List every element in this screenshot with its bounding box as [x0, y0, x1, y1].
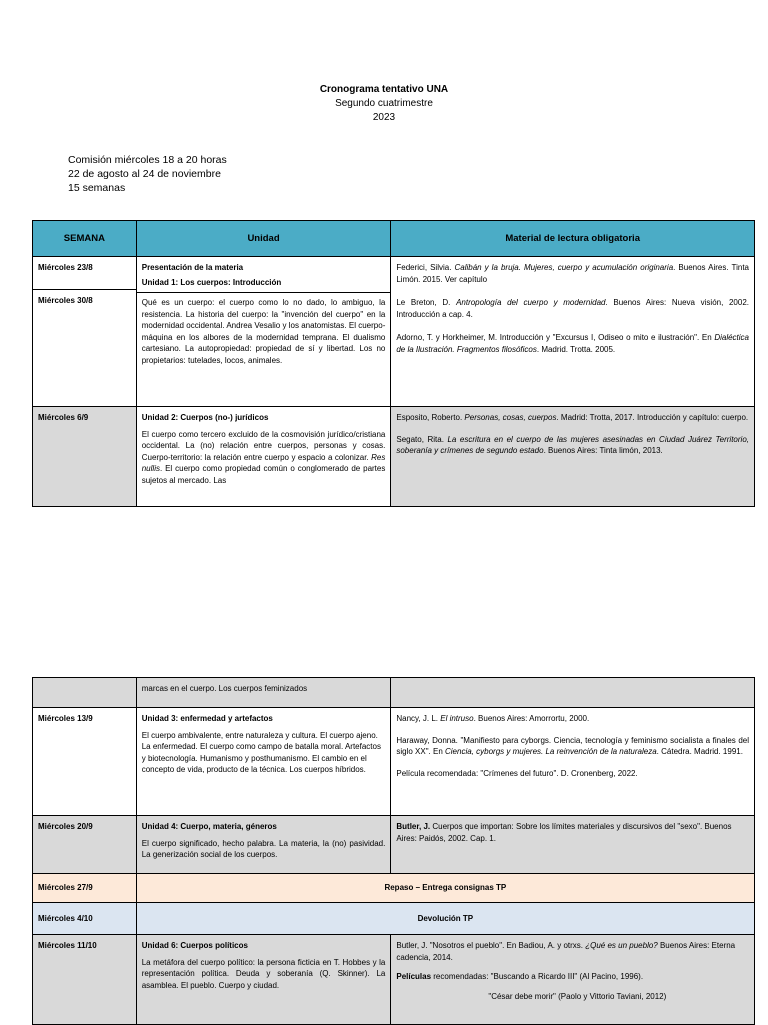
unit-title: Unidad 6: Cuerpos políticos — [141, 941, 248, 950]
table-row — [33, 407, 755, 507]
reading-cell — [391, 935, 755, 1025]
reading-reference: "César debe morir" (Paolo y Vittorio Taviani, 2012) — [488, 991, 667, 1001]
reading-reference: Butler, J. Cuerpos que importan: Sobre los límites materiales y discursivos del "sexo". Buenos Aires: Paidós, 2002. Cap. 1. — [396, 822, 732, 843]
unit-presentation: Presentación de la materia — [141, 263, 244, 272]
unit-cell — [136, 407, 391, 507]
unit-cell — [136, 816, 391, 874]
course-info-line: 15 semanas — [68, 182, 126, 194]
unit-cell — [136, 257, 391, 407]
reading-reference: Nancy, J. L. El intruso. Buenos Aires: Amorrortu, 2000. — [396, 714, 590, 723]
table-header-row — [33, 221, 755, 257]
reading-cell — [391, 708, 755, 816]
unit-description: La metáfora del cuerpo político: la persona ficticia en T. Hobbes y la representación política. Deuda y soberanía (Q. Skinner). La asamblea. El pueblo. Cuerpo y ciudad. — [141, 957, 386, 990]
unit-title: Unidad 1: Los cuerpos: Introducción — [137, 277, 391, 294]
reading-cell — [391, 257, 755, 407]
course-info-line: Comisión miércoles 18 a 20 horas — [68, 154, 227, 166]
document-title: Cronograma tentativo UNA — [319, 84, 449, 95]
unit-description: Qué es un cuerpo: el cuerpo como lo no dado, lo ambiguo, la resistencia. La historia del cuerpo: la "invención del cuerpo" en la modernidad occidental. Andrea Vesalio y los anatomistas. El cuerpo-máquina en los albores de la modernidad temprana. El dualismo cartesiano. La autopropiedad: propiedad de sí y libertad. Los no propietarios: tutelades, locos, animales. — [141, 298, 386, 365]
week-label: Miércoles 23/8 — [38, 263, 93, 272]
week-label: Miércoles 4/10 — [33, 903, 137, 935]
schedule-table-part-1 — [32, 220, 755, 507]
unit-description: El cuerpo como tercero excluido de la cosmovisión jurídico/cristiana occidental. La (no) relación entre cuerpos, personas y cosas. Cuerpo-territorio: la relación entre cuerpo y espacio a colonizar. Res nullis. El cuerpo como propiedad común o conglomerado de partes sujetos al mercado. Las — [141, 429, 386, 485]
header-unidad: Unidad — [136, 221, 391, 257]
week-label: Miércoles 13/9 — [33, 708, 137, 816]
document-subtitle: Segundo cuatrimestre — [335, 98, 433, 109]
header-semana: SEMANA — [33, 221, 137, 257]
week-cell — [33, 257, 137, 407]
week-label: Miércoles 27/9 — [33, 874, 137, 903]
unit-title: Unidad 4: Cuerpo, materia, géneros — [141, 822, 277, 831]
unit-title: Unidad 3: enfermedad y artefactos — [141, 714, 273, 723]
course-info-line: 22 de agosto al 24 de noviembre — [68, 168, 221, 180]
reading-reference: Haraway, Donna. "Manifiesto para cyborgs. Ciencia, tecnología y feminismo socialista a finales del siglo XX". En Ciencia, cyborgs y mujeres. La reinvención de la naturaleza. Cátedra. Madrid. 1991. — [396, 735, 749, 756]
reading-cell-empty — [391, 678, 755, 708]
reading-reference: Adorno, T. y Horkheimer, M. Introducción y "Excursus I, Odiseo o mito e ilustración". En Dialéctica de la Ilustración. Fragmentos filosóficos. Madrid. Trotta. 2005. — [396, 333, 749, 354]
session-note: Devolución TP — [136, 903, 754, 935]
reading-reference: Butler, J. "Nosotros el pueblo". En Badiou, A. y otrxs. ¿Qué es un pueblo? Buenos Aires: Eterna cadencia, 2014. — [396, 941, 736, 962]
header-material: Material de lectura obligatoria — [391, 221, 755, 257]
unit-title: Unidad 2: Cuerpos (no-) jurídicos — [141, 413, 269, 422]
session-note: Repaso – Entrega consignas TP — [136, 874, 754, 903]
course-info — [68, 153, 227, 195]
table-row — [33, 257, 755, 407]
reading-reference: Película recomendada: "Crímenes del futuro". D. Cronenberg, 2022. — [396, 768, 638, 778]
unit-continuation: marcas en el cuerpo. Los cuerpos feminizados — [136, 678, 391, 708]
reading-reference: Federici, Silvia. Calibán y la bruja. Mujeres, cuerpo y acumulación originaria. Buenos Aires. Tinta Limón. 2015. Ver capítulo — [396, 263, 749, 284]
week-label: Miércoles 30/8 — [33, 289, 136, 312]
unit-cell — [136, 935, 391, 1025]
unit-description: El cuerpo ambivalente, entre naturaleza y cultura. El cuerpo ajeno. La enfermedad. El cuerpo como campo de batalla moral. Artefactos y biotecnología. Humanismo y posthumanismo. El cambio en el concepto de vida, producto de la técnica. Los cuerpos híbridos. — [141, 730, 381, 774]
table-row — [33, 903, 755, 935]
table-row — [33, 708, 755, 816]
reading-reference: Le Breton, D. Antropología del cuerpo y modernidad. Buenos Aires: Nueva visión, 2002. Introducción a cap. 4. — [396, 298, 750, 319]
week-label: Miércoles 6/9 — [33, 407, 137, 507]
unit-cell — [136, 708, 391, 816]
document-title-block — [0, 83, 768, 125]
reading-cell — [391, 407, 755, 507]
week-label: Miércoles 20/9 — [33, 816, 137, 874]
reading-reference: Esposito, Roberto. Personas, cosas, cuerpos. Madrid: Trotta, 2017. Introducción y capítulo: cuerpo. — [396, 413, 749, 422]
unit-description: El cuerpo significado, hecho palabra. La materia, la (no) pasividad. La generización social de los cuerpos. — [141, 838, 386, 859]
schedule-table-part-2 — [32, 677, 755, 1025]
reading-reference: Segato, Rita. La escritura en el cuerpo de las mujeres asesinadas en Ciudad Juárez Territorio, soberanía y crímenes de segundo estado. Buenos Aires: Tinta limón, 2013. — [396, 434, 749, 455]
week-cell-empty — [33, 678, 137, 708]
table-row — [33, 678, 755, 708]
table-row — [33, 935, 755, 1025]
table-row — [33, 874, 755, 903]
table-row — [33, 816, 755, 874]
reading-reference: Películas recomendadas: "Buscando a Ricardo III" (Al Pacino, 1996). — [396, 972, 644, 981]
document-year: 2023 — [372, 112, 396, 123]
week-label: Miércoles 11/10 — [33, 935, 137, 1025]
reading-cell — [391, 816, 755, 874]
